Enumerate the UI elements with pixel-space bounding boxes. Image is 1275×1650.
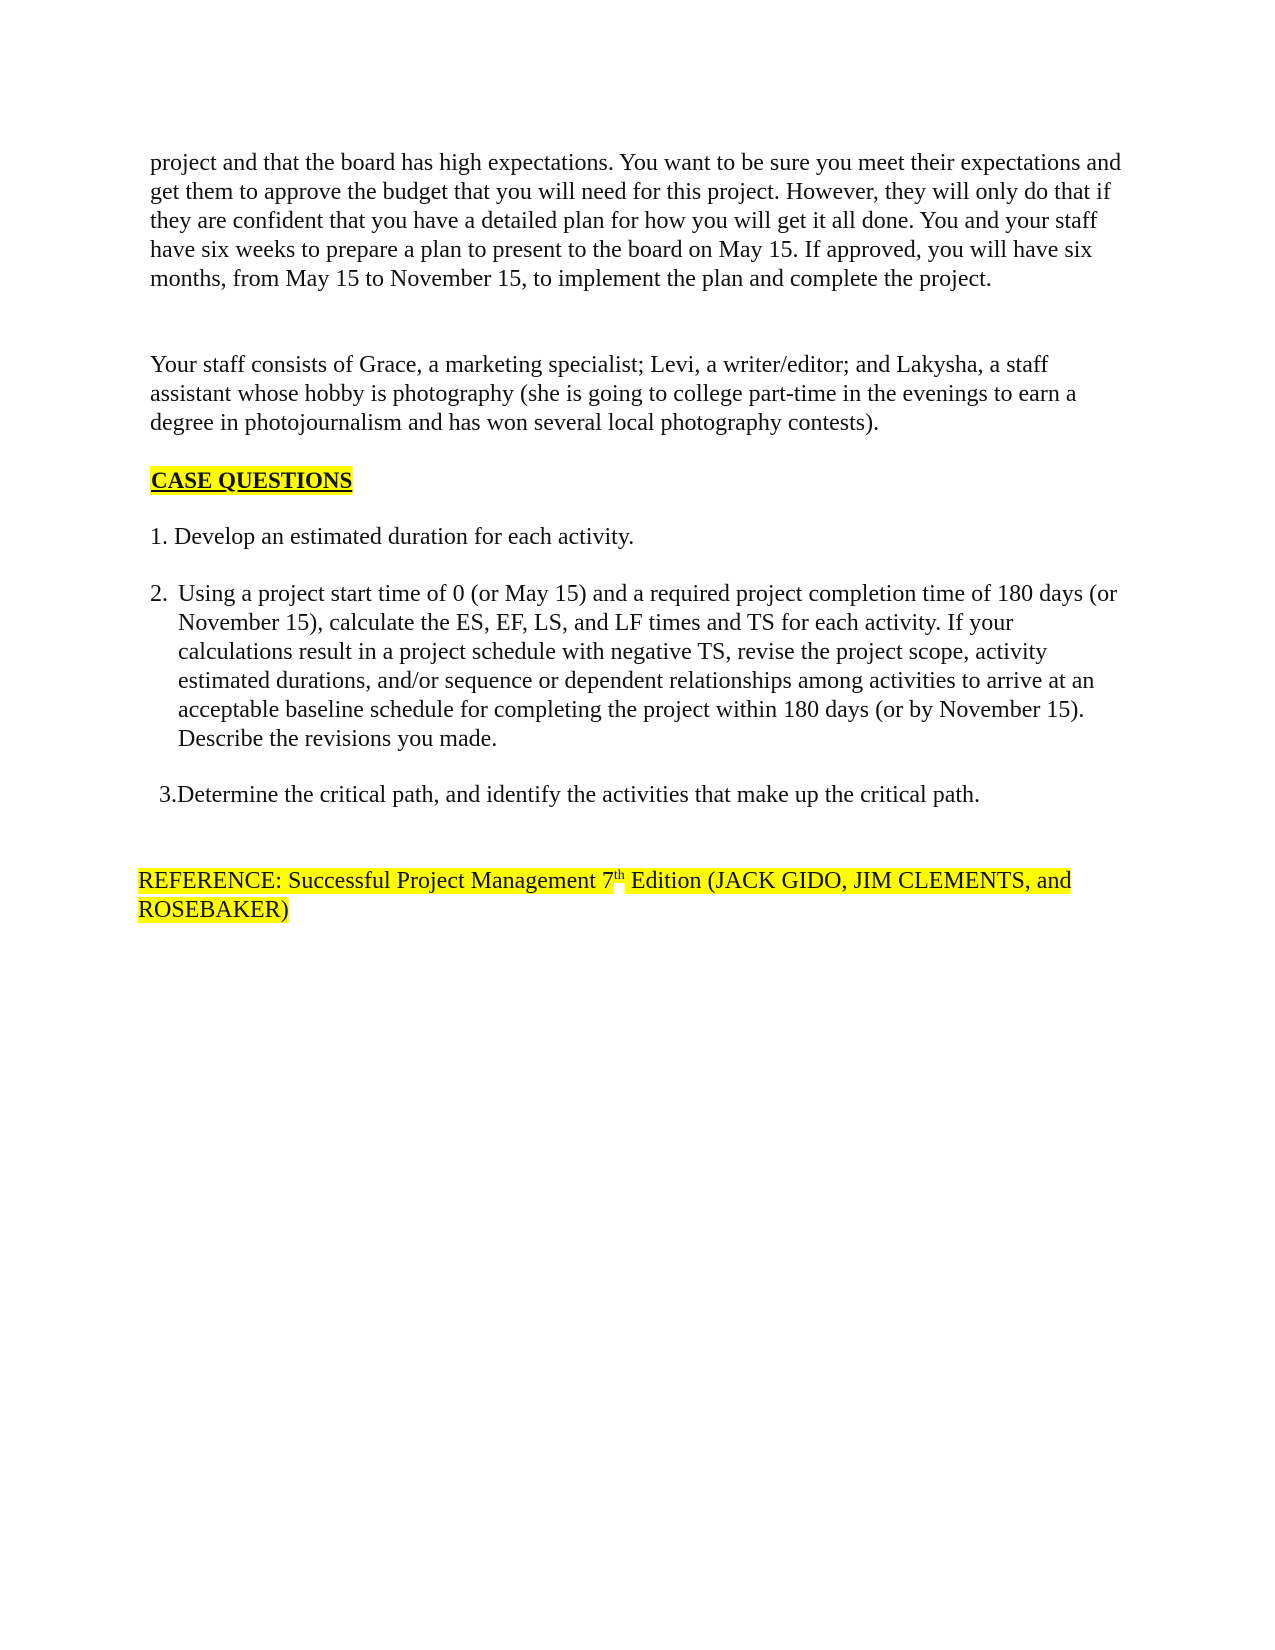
reference-superscript: th [613,868,625,883]
reference-text-end: Edition (JACK GIDO, JIM CLEMENTS, and ROSEBAKER) [138,868,1072,923]
question-3: 3.Determine the critical path, and identify the activities that make up the critical path. [159,782,981,808]
staff-paragraph: Your staff consists of Grace, a marketing specialist; Levi, a writer/editor; and Lakysha, a staff assistant whose hobby is photography (she is going to college part-time in the evenings to earn a degree in photojournalism and has won several local photography contests). [150,352,1077,436]
question-2 [150,580,1130,754]
question-2-text: Using a project start time of 0 (or May 15) and a required project completion time of 180 days (or November 15), calculate the ES, EF, LS, and LF times and TS for each activity. If your calculations result in a project schedule with negative TS, revise the project scope, activity estimated durations, and/or sequence or dependent relationships among activities to arrive at an acceptable baseline schedule for completing the project within 180 days (or by November 15). Describe the revisions you made. [178,581,1118,752]
reference-text-start: : Successful Project Management 7 [275,868,614,894]
question-1: 1. Develop an estimated duration for each activity. [150,524,635,550]
reference-label: REFERENCE [138,868,276,894]
intro-paragraph: project and that the board has high expectations. You want to be sure you meet their expectations and get them to approve the budget that you will need for this project. However, they will only do that if they are confident that you have a detailed plan for how you will get it all done. You and your staff have six weeks to prepare a plan to present to the board on May 15. If approved, you will have six months, from May 15 to November 15, to implement the plan and complete the project. [150,150,1122,292]
case-questions-heading: CASE QUESTIONS [151,468,353,493]
reference-citation [138,867,1138,925]
question-2-number: 2. [150,581,168,607]
